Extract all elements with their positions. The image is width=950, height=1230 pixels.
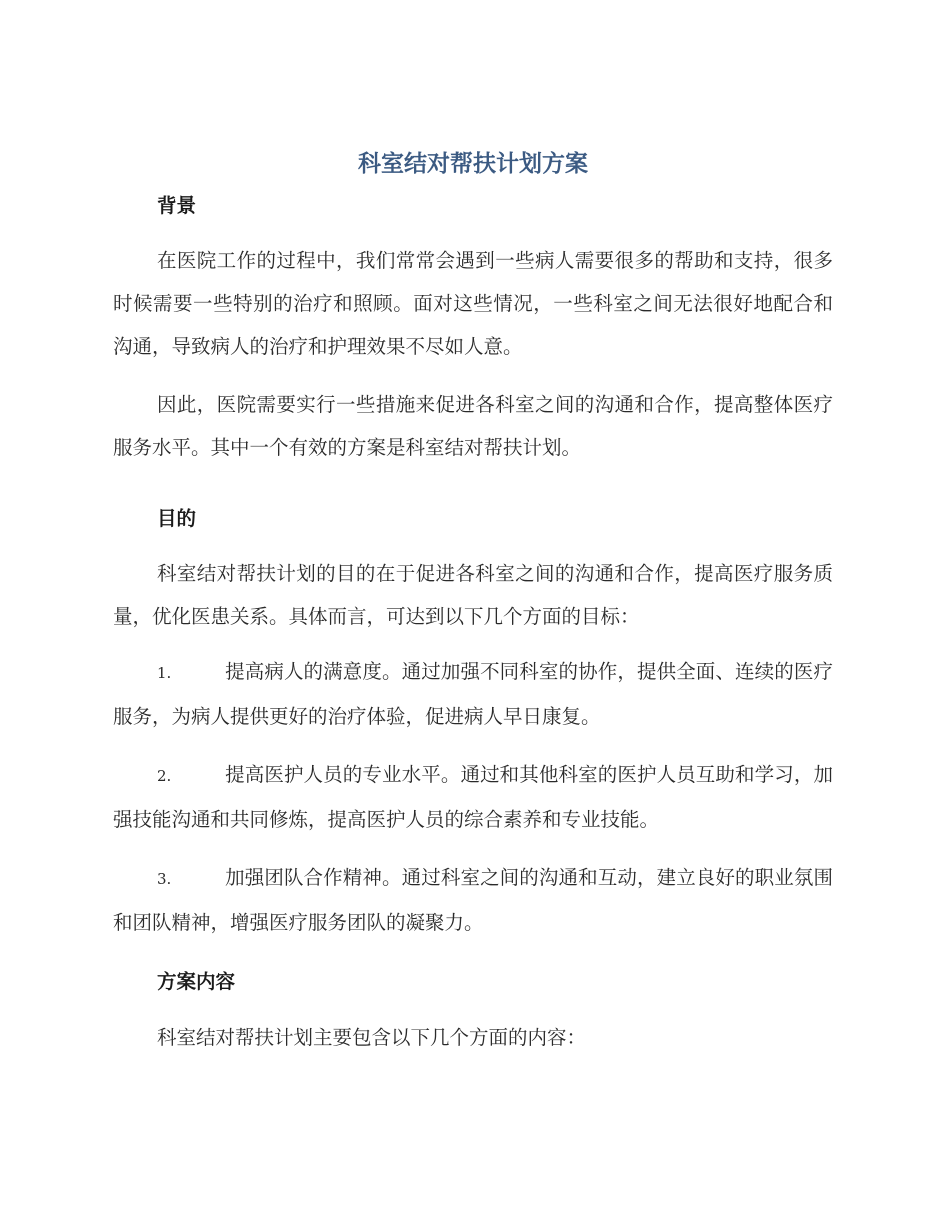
list-item-number: 2.	[157, 767, 172, 785]
paragraph: 因此，医院需要实行一些措施来促进各科室之间的沟通和合作，提高整体医疗服务水平。其中一个有效的方案是科室结对帮扶计划。	[113, 393, 833, 459]
list-item-text: 提高病人的满意度。通过加强不同科室的协作，提供全面、连续的医疗服务，为病人提供更好的治疗体验，促进病人早日康复。	[113, 660, 833, 728]
document-title: 科室结对帮扶计划方案	[358, 151, 588, 177]
paragraph: 科室结对帮扶计划的目的在于促进各科室之间的沟通和合作，提高医疗服务质量，优化医患关系。具体而言，可达到以下几个方面的目标：	[113, 562, 833, 628]
list-item	[113, 650, 833, 738]
section-heading-purpose: 目的	[157, 507, 197, 530]
list-item-number: 1.	[157, 664, 172, 682]
list-item-number: 3.	[157, 870, 172, 888]
list-item-text: 加强团队合作精神。通过科室之间的沟通和互动，建立良好的职业氛围和团队精神，增强医疗服务团队的凝聚力。	[113, 866, 833, 934]
list-item	[113, 856, 833, 944]
paragraph: 科室结对帮扶计划主要包含以下几个方面的内容：	[157, 1026, 587, 1049]
list-item	[113, 753, 833, 841]
list-item-text: 提高医护人员的专业水平。通过和其他科室的医护人员互助和学习，加强技能沟通和共同修炼，提高医护人员的综合素养和专业技能。	[113, 763, 833, 831]
section-heading-background: 背景	[157, 194, 197, 217]
section-heading-plan: 方案内容	[157, 970, 236, 993]
document-body	[113, 142, 833, 1059]
paragraph: 在医院工作的过程中，我们常常会遇到一些病人需要很多的帮助和支持，很多时候需要一些特别的治疗和照顾。面对这些情况，一些科室之间无法很好地配合和沟通，导致病人的治疗和护理效果不尽如人意。	[113, 249, 833, 358]
